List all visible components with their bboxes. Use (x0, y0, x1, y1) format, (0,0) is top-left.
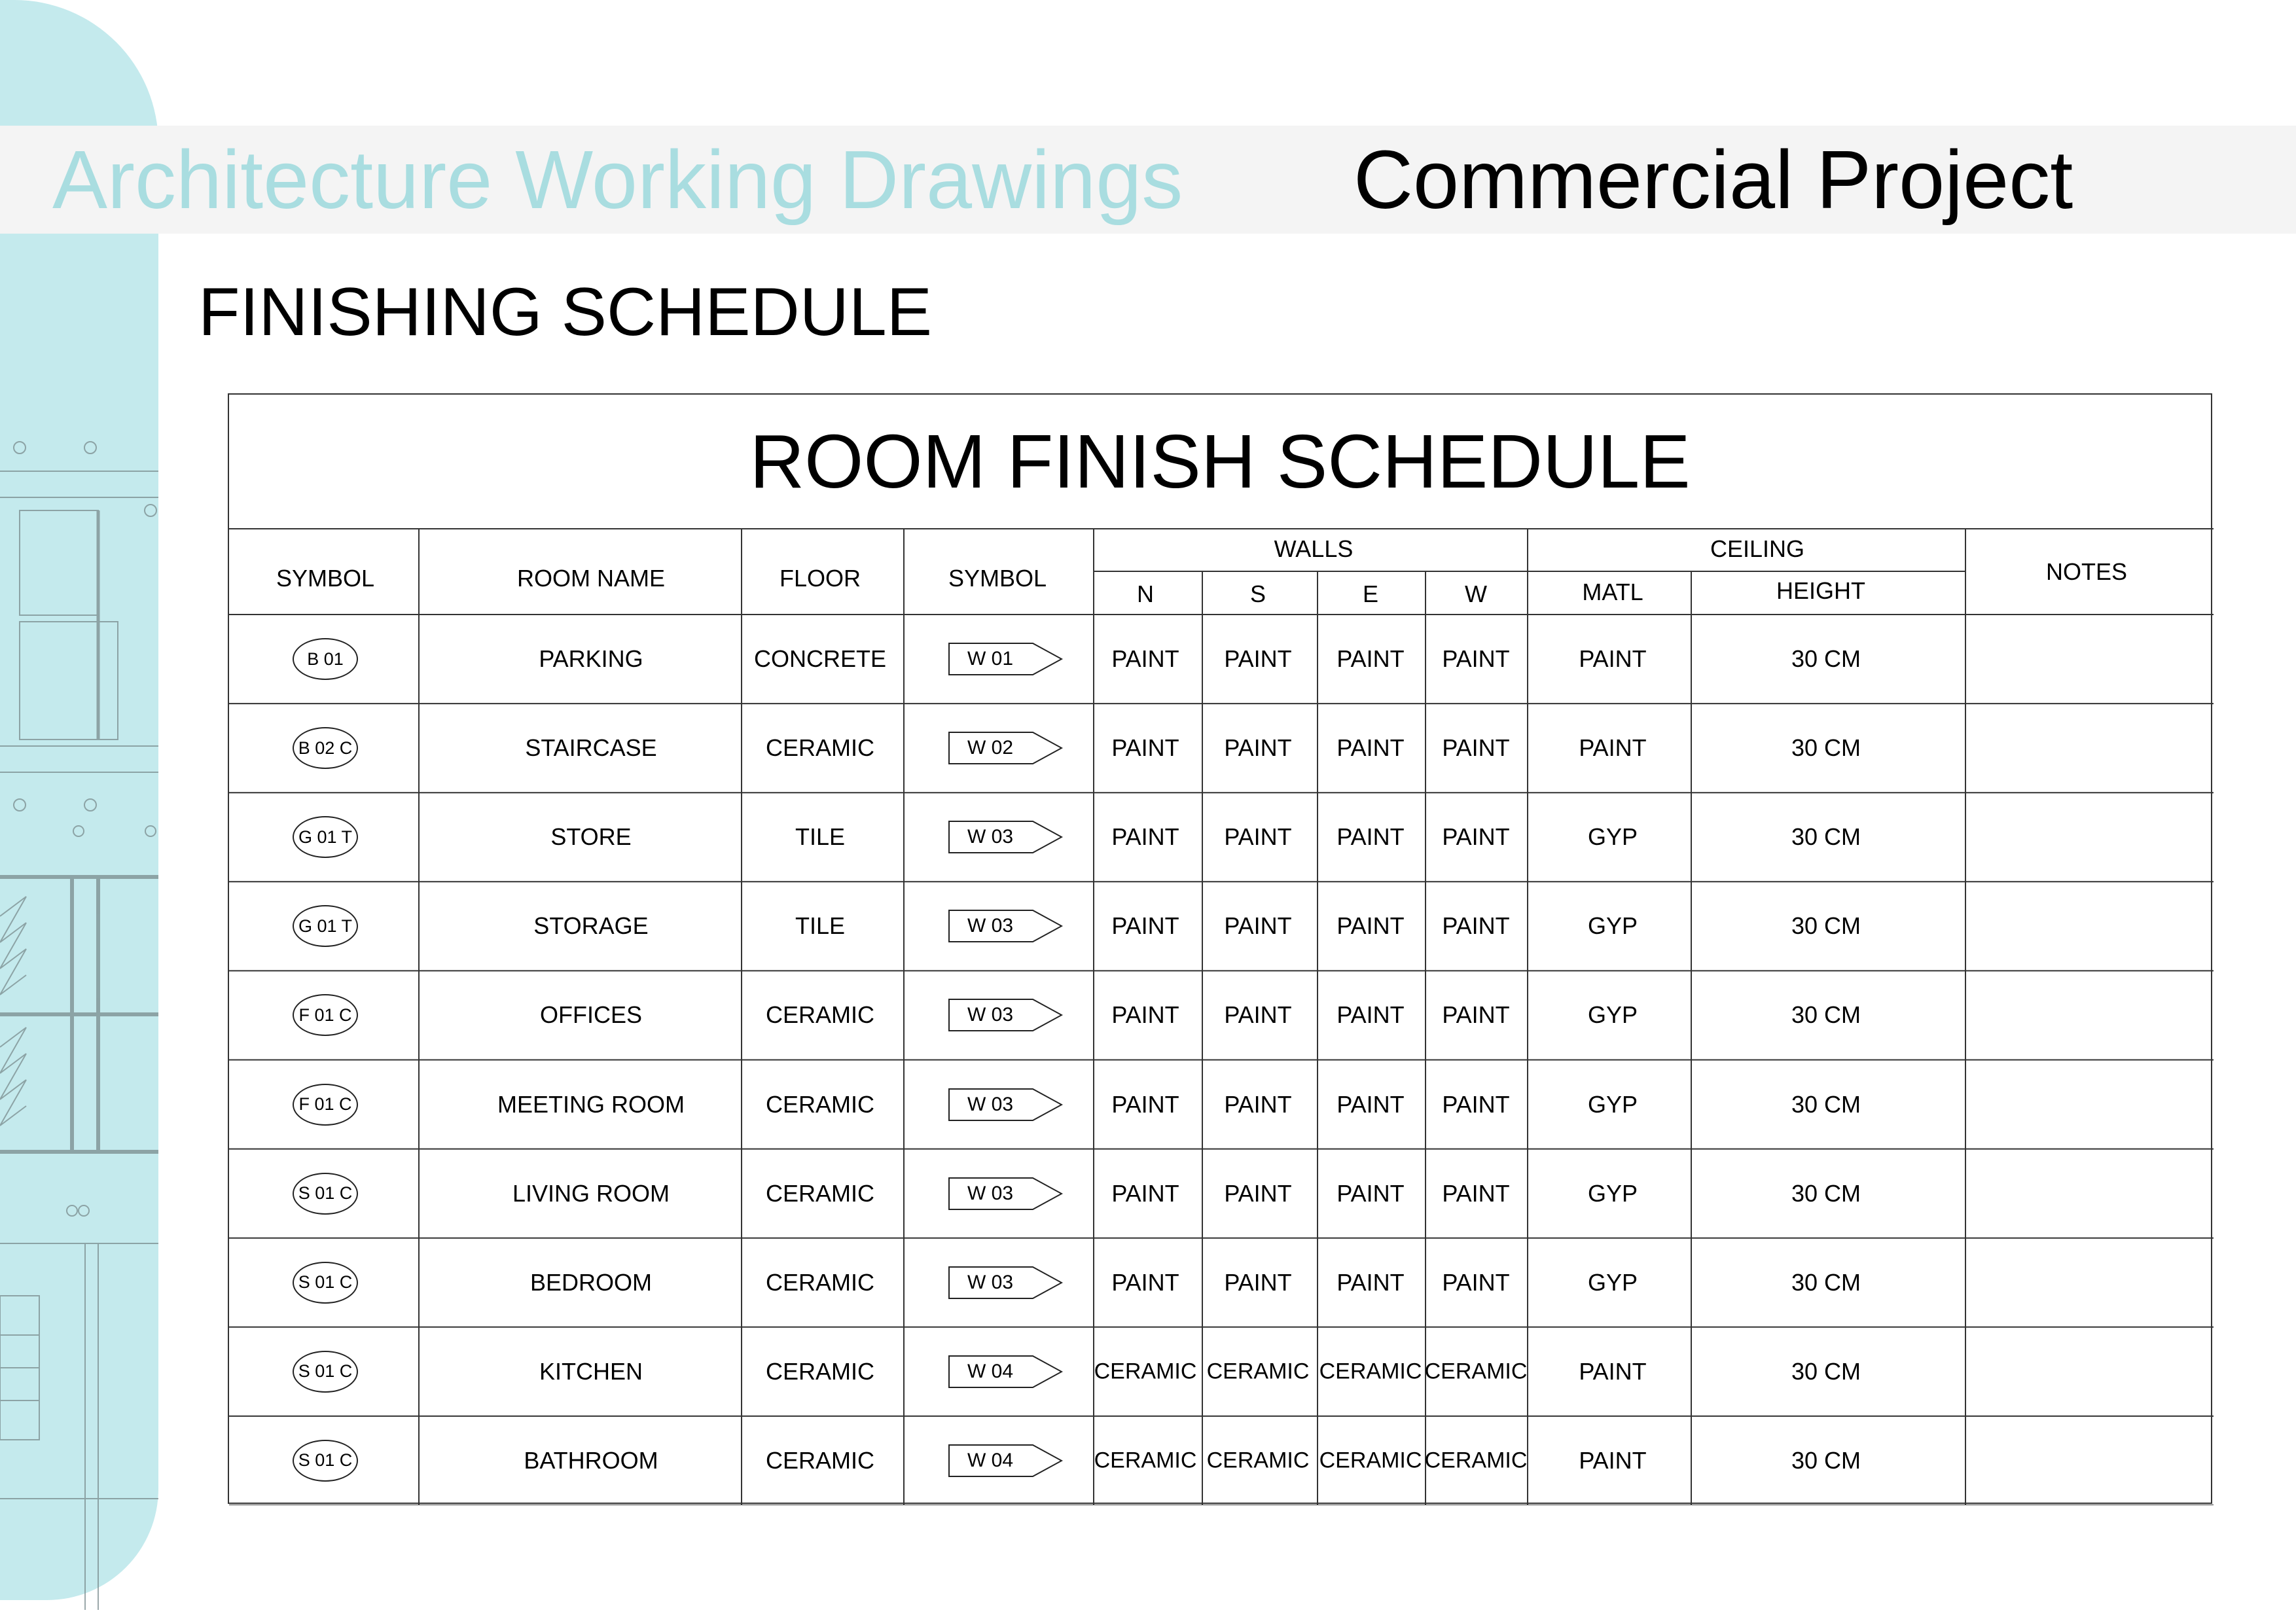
side-accent-panel (0, 0, 158, 1600)
wall-e-cell: PAINT (1336, 1268, 1405, 1296)
ceiling-height-cell: 30 CM (1791, 1357, 1861, 1385)
ceiling-height-cell: 30 CM (1791, 645, 1861, 673)
wall-s-cell: PAINT (1224, 645, 1292, 673)
ceiling-height-cell: 30 CM (1791, 1090, 1861, 1118)
header-walls-s: S (1249, 580, 1266, 607)
wall-n-cell: PAINT (1111, 1268, 1179, 1296)
floor-finish-cell: CERAMIC (765, 1446, 875, 1474)
wall-n-cell: PAINT (1111, 912, 1179, 940)
wall-s-cell: PAINT (1224, 734, 1292, 762)
ceiling-height-cell: 30 CM (1791, 1001, 1861, 1029)
wall-n-cell: CERAMIC (1094, 1359, 1197, 1384)
ceiling-matl-cell: PAINT (1579, 734, 1647, 762)
floor-finish-cell: CERAMIC (765, 1090, 875, 1118)
wall-symbol-label: W 04 (967, 1449, 1014, 1471)
wall-symbol-tag (948, 998, 1063, 1032)
wall-e-cell: PAINT (1336, 823, 1405, 851)
header-walls-w: W (1465, 580, 1487, 607)
wall-symbol-tag (948, 1177, 1063, 1211)
wall-n-cell: CERAMIC (1094, 1448, 1197, 1473)
wall-w-cell: PAINT (1442, 645, 1510, 673)
room-symbol-tag: S 01 C (293, 1262, 358, 1304)
wall-symbol-tag (948, 642, 1063, 676)
wall-n-cell: PAINT (1111, 1001, 1179, 1029)
room-name-cell: OFFICES (539, 1001, 643, 1029)
room-name-cell: BEDROOM (529, 1268, 653, 1296)
room-symbol-tag: F 01 C (293, 994, 358, 1036)
wall-w-cell: PAINT (1442, 1001, 1510, 1029)
wall-symbol-label: W 01 (967, 648, 1014, 670)
wall-symbol-label: W 02 (967, 737, 1014, 759)
wall-symbol-tag (948, 1355, 1063, 1389)
ceiling-height-cell: 30 CM (1791, 912, 1861, 940)
wall-w-cell: PAINT (1442, 912, 1510, 940)
schedule-title: ROOM FINISH SCHEDULE (749, 419, 1691, 504)
table-grid-lines (229, 395, 2214, 1505)
room-name-cell: MEETING ROOM (497, 1090, 685, 1118)
wall-e-cell: PAINT (1336, 1179, 1405, 1207)
wall-symbol-label: W 03 (967, 826, 1014, 848)
wall-e-cell: PAINT (1336, 734, 1405, 762)
floor-finish-cell: CERAMIC (765, 1001, 875, 1029)
ceiling-height-cell: 30 CM (1791, 1268, 1861, 1296)
room-name-cell: STORE (550, 823, 632, 851)
room-name-cell: STORAGE (533, 912, 649, 940)
room-name-cell: LIVING ROOM (512, 1179, 670, 1207)
wall-s-cell: PAINT (1224, 912, 1292, 940)
room-finish-schedule-table (228, 393, 2212, 1504)
header-walls: WALLS (1274, 535, 1354, 562)
wall-symbol-tag (948, 820, 1063, 854)
wall-s-cell: PAINT (1224, 1001, 1292, 1029)
ceiling-matl-cell: GYP (1587, 1268, 1638, 1296)
wall-symbol-label: W 03 (967, 1004, 1014, 1026)
wall-symbol-tag (948, 1088, 1063, 1122)
wall-e-cell: PAINT (1336, 1001, 1405, 1029)
wall-symbol-tag (948, 731, 1063, 765)
header-ceiling-matl: MATL (1582, 579, 1643, 605)
header-symbol: SYMBOL (276, 565, 375, 592)
room-name-cell: PARKING (539, 645, 643, 673)
ceiling-matl-cell: GYP (1587, 912, 1638, 940)
ceiling-matl-cell: GYP (1587, 1001, 1638, 1029)
header-project-title: Commercial Project (1354, 134, 2073, 226)
wall-s-cell: PAINT (1224, 1179, 1292, 1207)
wall-w-cell: PAINT (1442, 1268, 1510, 1296)
room-symbol-tag: S 01 C (293, 1440, 358, 1482)
wall-symbol-tag (948, 1266, 1063, 1300)
wall-symbol-tag (948, 1444, 1063, 1478)
room-name-cell: BATHROOM (524, 1446, 658, 1474)
wall-w-cell: PAINT (1442, 1179, 1510, 1207)
wall-n-cell: PAINT (1111, 823, 1179, 851)
header-walls-e: E (1362, 580, 1379, 607)
ceiling-matl-cell: PAINT (1579, 645, 1647, 673)
wall-s-cell: PAINT (1224, 823, 1292, 851)
wall-symbol-label: W 04 (967, 1360, 1014, 1382)
wall-n-cell: PAINT (1111, 1179, 1179, 1207)
wall-s-cell: PAINT (1224, 1090, 1292, 1118)
floor-finish-cell: CONCRETE (753, 645, 887, 673)
wall-e-cell: PAINT (1336, 1090, 1405, 1118)
wall-e-cell: PAINT (1336, 645, 1405, 673)
header-notes: NOTES (2045, 558, 2128, 585)
room-symbol-tag: G 01 T (293, 905, 358, 947)
room-name-cell: KITCHEN (539, 1357, 643, 1385)
wall-s-cell: CERAMIC (1206, 1448, 1310, 1473)
wall-symbol-label: W 03 (967, 1093, 1014, 1115)
wall-w-cell: CERAMIC (1424, 1359, 1528, 1384)
wall-w-cell: PAINT (1442, 1090, 1510, 1118)
room-symbol-tag: B 02 C (293, 727, 358, 769)
room-symbol-tag: B 01 (293, 638, 358, 680)
ceiling-matl-cell: GYP (1587, 1179, 1638, 1207)
header-ceiling: CEILING (1710, 535, 1805, 562)
ceiling-matl-cell: GYP (1587, 1090, 1638, 1118)
floor-finish-cell: TILE (795, 912, 846, 940)
ceiling-matl-cell: PAINT (1579, 1446, 1647, 1474)
header-room-name: ROOM NAME (516, 565, 666, 592)
floor-finish-cell: CERAMIC (765, 1179, 875, 1207)
ceiling-height-cell: 30 CM (1791, 1446, 1861, 1474)
wall-n-cell: PAINT (1111, 645, 1179, 673)
wall-e-cell: PAINT (1336, 912, 1405, 940)
ceiling-matl-cell: PAINT (1579, 1357, 1647, 1385)
wall-w-cell: PAINT (1442, 734, 1510, 762)
ceiling-height-cell: 30 CM (1791, 823, 1861, 851)
wall-n-cell: PAINT (1111, 734, 1179, 762)
floor-finish-cell: CERAMIC (765, 1357, 875, 1385)
header-series-title: Architecture Working Drawings (52, 134, 1183, 226)
wall-symbol-label: W 03 (967, 915, 1014, 937)
floor-finish-cell: CERAMIC (765, 734, 875, 762)
ceiling-height-cell: 30 CM (1791, 734, 1861, 762)
room-symbol-tag: S 01 C (293, 1173, 358, 1215)
floor-finish-cell: CERAMIC (765, 1268, 875, 1296)
room-symbol-tag: F 01 C (293, 1084, 358, 1126)
wall-n-cell: PAINT (1111, 1090, 1179, 1118)
wall-w-cell: CERAMIC (1424, 1448, 1528, 1473)
room-name-cell: STAIRCASE (525, 734, 657, 762)
wall-s-cell: CERAMIC (1206, 1359, 1310, 1384)
room-symbol-tag: G 01 T (293, 816, 358, 858)
wall-symbol-label: W 03 (967, 1182, 1014, 1204)
wall-symbol-label: W 03 (967, 1271, 1014, 1293)
wall-e-cell: CERAMIC (1319, 1448, 1422, 1473)
header-ceiling-height: HEIGHT (1776, 577, 1866, 604)
page-title: FINISHING SCHEDULE (198, 274, 933, 350)
header-walls-n: N (1137, 580, 1154, 607)
floor-finish-cell: TILE (795, 823, 846, 851)
header-wall-symbol: SYMBOL (948, 565, 1047, 592)
ceiling-matl-cell: GYP (1587, 823, 1638, 851)
floor-plan-thumbnail (0, 419, 158, 1610)
ceiling-height-cell: 30 CM (1791, 1179, 1861, 1207)
wall-e-cell: CERAMIC (1319, 1359, 1422, 1384)
room-symbol-tag: S 01 C (293, 1351, 358, 1393)
wall-s-cell: PAINT (1224, 1268, 1292, 1296)
wall-symbol-tag (948, 909, 1063, 943)
wall-w-cell: PAINT (1442, 823, 1510, 851)
header-floor: FLOOR (779, 565, 861, 592)
